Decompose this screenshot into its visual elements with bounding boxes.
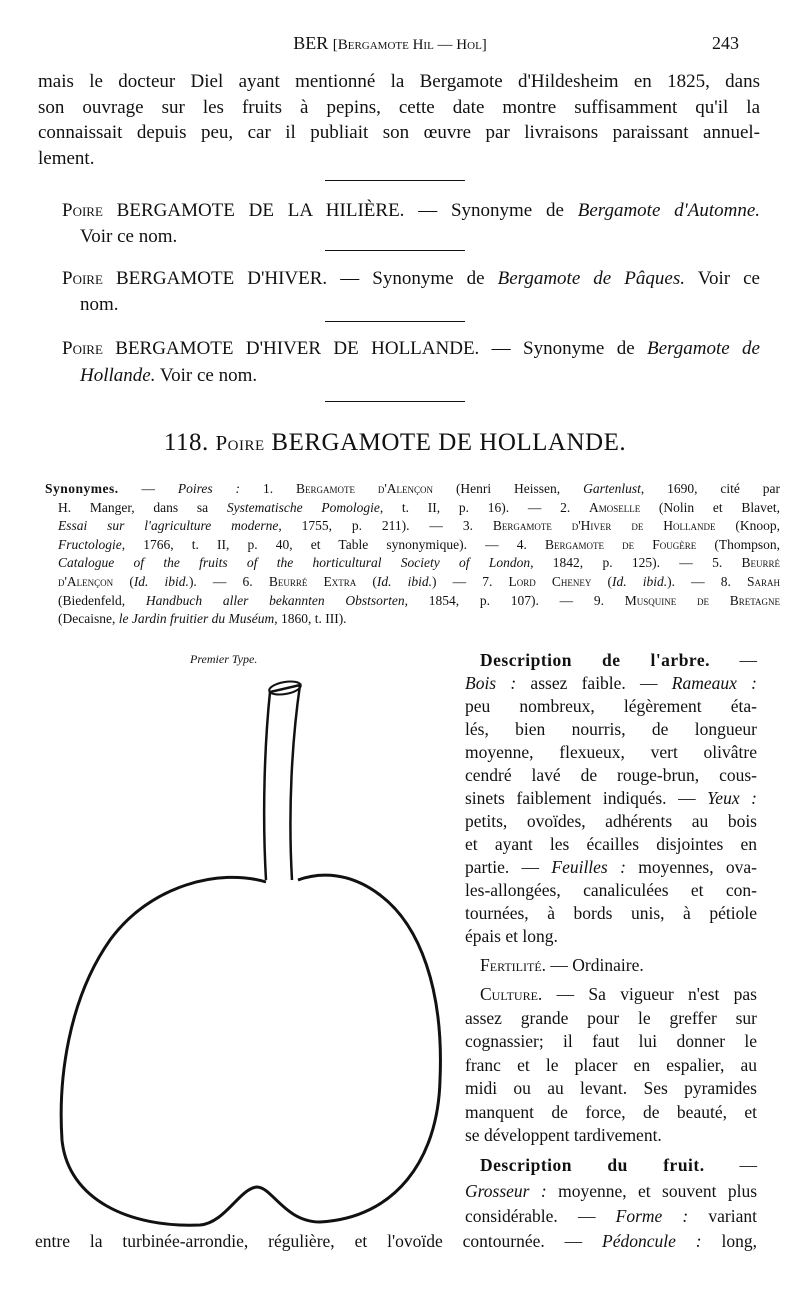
text-segment: — [710, 650, 757, 670]
text-segment: Voir ce [684, 268, 760, 289]
italic-text: Pédoncule : [602, 1231, 702, 1251]
text-segment: 1. [240, 481, 296, 496]
italic-text: Hollande. [80, 365, 156, 386]
text-line [465, 834, 757, 855]
title-prefix: Poire [215, 431, 265, 455]
text-line [480, 1155, 757, 1176]
text-line [465, 1125, 757, 1146]
text-segment: BERGAMOTE D'HIVER. — Synonyme de [102, 268, 498, 289]
text-segment: (Decaisne, [58, 611, 119, 627]
small-caps-text: Bergamote d'Alençon [295, 481, 434, 496]
text-segment: variant [688, 1206, 758, 1226]
text-line [465, 1102, 757, 1123]
text-line [38, 97, 760, 119]
text-segment: — Ordinaire. [546, 955, 644, 975]
text-line [80, 365, 760, 387]
pear-outline-figure [0, 640, 460, 1250]
title-number: 118. [163, 429, 209, 456]
text-segment: midi ou au levant. Ses pyramides [465, 1078, 757, 1098]
text-segment: , 1842, p. 125). — 5. [530, 555, 742, 571]
italic-text: Forme : [615, 1206, 689, 1226]
italic-text: Systematische Pomologie [226, 499, 380, 515]
text-line [38, 71, 760, 93]
italic-text: Bergamote de [647, 338, 760, 359]
text-line [35, 1231, 757, 1252]
bold-heading-text: Description du fruit. [480, 1155, 705, 1175]
small-caps-text: Lord Cheney [508, 574, 592, 589]
text-segment: , 1854, p. 107). — 9. [404, 592, 625, 608]
text-segment: , 1766, t. II, p. 40, et Table synonymique). — 4. [121, 536, 545, 552]
text-line [465, 857, 757, 878]
text-line [62, 200, 760, 222]
text-segment: entre la turbinée-arrondie, régulière, et l'ovoïde contournée. — [35, 1231, 603, 1251]
small-caps-text: Sarah [747, 574, 781, 589]
text-line [58, 593, 780, 609]
text-segment: partie. — [465, 857, 552, 877]
text-line [45, 481, 780, 497]
text-segment: petits, ovoïdes, adhérents au bois [465, 811, 757, 831]
text-segment: — [118, 481, 178, 496]
text-line [58, 574, 780, 590]
text-segment: moyennes, ova- [625, 857, 757, 877]
text-segment: ). — 8. [667, 574, 747, 589]
small-caps-text: Poire [62, 268, 103, 289]
text-segment: assez faible. — [516, 673, 672, 693]
text-line [80, 226, 760, 248]
italic-text: Gartenlust [583, 481, 641, 496]
text-line [465, 1206, 757, 1227]
italic-text: Rameaux : [671, 673, 757, 693]
small-caps-text: Fertilité. [480, 955, 547, 975]
text-line [58, 518, 780, 534]
small-caps-text: Bergamote de Fougère [544, 536, 697, 552]
small-caps-text: Culture. [480, 984, 543, 1004]
text-segment: manquent de force, de beauté, et [465, 1101, 757, 1122]
text-segment: épais et long. [465, 926, 558, 946]
text-line [465, 1031, 757, 1052]
text-segment: , 1690, cité par [640, 481, 780, 496]
text-segment: Voir ce nom. [155, 365, 258, 386]
text-segment: cendré lavé de rouge-brun, cous- [465, 765, 757, 785]
text-segment: considérable. — [465, 1206, 616, 1226]
text-line [465, 1008, 757, 1029]
text-line [58, 611, 780, 627]
text-segment: (Thompson, [696, 536, 780, 552]
small-caps-text: Musquine de Bretagne [624, 592, 781, 608]
bold-heading-text: Synonymes. [45, 481, 119, 496]
text-segment: — Sa vigueur n'est pas [542, 984, 757, 1004]
small-caps-text: Beurré [741, 555, 780, 571]
italic-text: Id. ibid. [133, 574, 189, 589]
text-line [465, 742, 757, 763]
text-segment: moyenne, flexueux, vert olivâtre [465, 742, 757, 762]
text-line [465, 719, 757, 740]
running-head [0, 33, 780, 54]
text-segment: franc et le placer en espalier, au [465, 1054, 757, 1075]
text-line [465, 1055, 757, 1076]
text-segment: H. Manger, dans sa [58, 499, 227, 515]
text-segment: long, [701, 1231, 757, 1251]
running-head-main: BER [293, 33, 329, 53]
separator-rule [325, 401, 465, 402]
text-segment: assez grande pour le greffer sur [465, 1007, 757, 1028]
italic-text: Catalogue of the fruits of the horticultural Society of London [58, 555, 531, 571]
text-segment: ). — 6. [188, 574, 269, 589]
text-segment: nom. [80, 294, 119, 315]
text-line [80, 294, 760, 316]
text-line [480, 984, 757, 1005]
text-segment: ( [591, 574, 612, 589]
text-line [465, 1181, 757, 1202]
text-segment: les-allongées, canaliculées et con- [465, 880, 757, 900]
small-caps-text: Amoselle [588, 499, 641, 515]
text-line [465, 788, 757, 809]
text-segment: lés, bien nourris, de longueur [465, 719, 757, 739]
italic-text: Id. ibid. [611, 574, 668, 589]
small-caps-text: Beurré Extra [268, 574, 357, 589]
text-segment: (Nolin et Blavet, [640, 499, 781, 515]
italic-text: Fructologie [58, 536, 122, 552]
italic-text: Handbuch aller bekannten Obstsorten [145, 592, 405, 608]
text-segment: Voir ce nom. [80, 225, 178, 247]
text-line [465, 811, 757, 832]
small-caps-text: Poire [62, 338, 103, 359]
text-line [480, 955, 757, 976]
running-head-sub: [Bergamote Hil — Hol] [332, 37, 487, 53]
text-line [465, 673, 757, 694]
small-caps-text: Poire [62, 200, 103, 221]
text-segment: BERGAMOTE DE LA HILIÈRE. — Synonyme de [102, 200, 578, 221]
text-segment: (Henri Heissen, [433, 481, 584, 496]
text-line [62, 268, 760, 290]
pear-body [61, 875, 440, 1225]
separator-rule [325, 321, 465, 322]
text-line [38, 122, 760, 144]
small-caps-text: d'Alençon [58, 574, 114, 589]
text-segment: ( [356, 574, 377, 589]
text-segment: (Biedenfeld, [58, 592, 146, 608]
text-line [465, 696, 757, 717]
text-segment: son ouvrage sur les fruits à pepins, cette date montre suffisamment qu'il la [38, 96, 760, 118]
text-segment: et ayant les écailles disjointes en [465, 834, 757, 854]
text-segment: lement. [38, 147, 95, 169]
section-title [0, 429, 790, 457]
text-segment: , 1755, p. 211). — 3. [278, 518, 493, 534]
italic-text: Bergamote de Pâques. [497, 268, 685, 289]
text-segment: se développent tardivement. [465, 1125, 662, 1145]
text-segment: , 1860, t. III). [274, 611, 347, 627]
text-segment: — [704, 1155, 757, 1175]
text-segment: , t. II, p. 16). — 2. [379, 499, 589, 515]
italic-text: Feuilles : [551, 857, 626, 877]
text-line [58, 555, 780, 571]
text-segment: sinets faiblement indiqués. — [465, 788, 708, 808]
text-line [58, 537, 780, 553]
text-segment: cognassier; il faut lui donner le [465, 1031, 757, 1051]
text-segment: mais le docteur Diel ayant mentionné la Bergamote d'Hildesheim en 1825, dans [38, 71, 760, 92]
text-segment: (Knoop, [715, 518, 780, 534]
text-segment: tournées, à bords unis, à pétiole [465, 903, 757, 923]
italic-text: Bois : [465, 673, 517, 693]
italic-text: Grosseur : [465, 1180, 547, 1201]
text-segment: connaissait depuis peu, car il publiait son œuvre par livraisons paraissant annuel- [38, 122, 760, 144]
italic-text: Poires : [177, 481, 241, 496]
text-line [465, 880, 757, 901]
text-line [465, 903, 757, 924]
text-line [465, 926, 757, 947]
text-segment: ( [113, 574, 134, 589]
italic-text: Yeux : [707, 788, 757, 808]
text-line [465, 765, 757, 786]
separator-rule [325, 250, 465, 251]
text-segment: BERGAMOTE D'HIVER DE HOLLANDE. — Synonyme de [102, 338, 648, 359]
separator-rule [325, 180, 465, 181]
text-line [38, 148, 760, 170]
text-line [480, 650, 757, 671]
text-segment: ) — 7. [431, 574, 509, 589]
text-line [62, 338, 760, 360]
text-line [465, 1078, 757, 1099]
page-number: 243 [712, 33, 739, 53]
text-segment: moyenne, et souvent plus [546, 1180, 758, 1201]
figure-caption: Premier Type. [190, 652, 258, 666]
italic-text: Bergamote d'Automne. [577, 200, 761, 221]
title-name: BERGAMOTE DE HOLLANDE. [271, 429, 627, 456]
text-line [58, 500, 780, 516]
small-caps-text: Bergamote d'Hiver de Hollande [492, 518, 716, 534]
bold-heading-text: Description de l'arbre. [480, 650, 711, 670]
italic-text: Essai sur l'agriculture moderne [58, 518, 279, 534]
text-segment: peu nombreux, légèrement éta- [465, 696, 757, 716]
italic-text: Id. ibid. [376, 574, 432, 589]
pear-stem [264, 685, 300, 880]
italic-text: le Jardin fruitier du Muséum [118, 611, 275, 627]
